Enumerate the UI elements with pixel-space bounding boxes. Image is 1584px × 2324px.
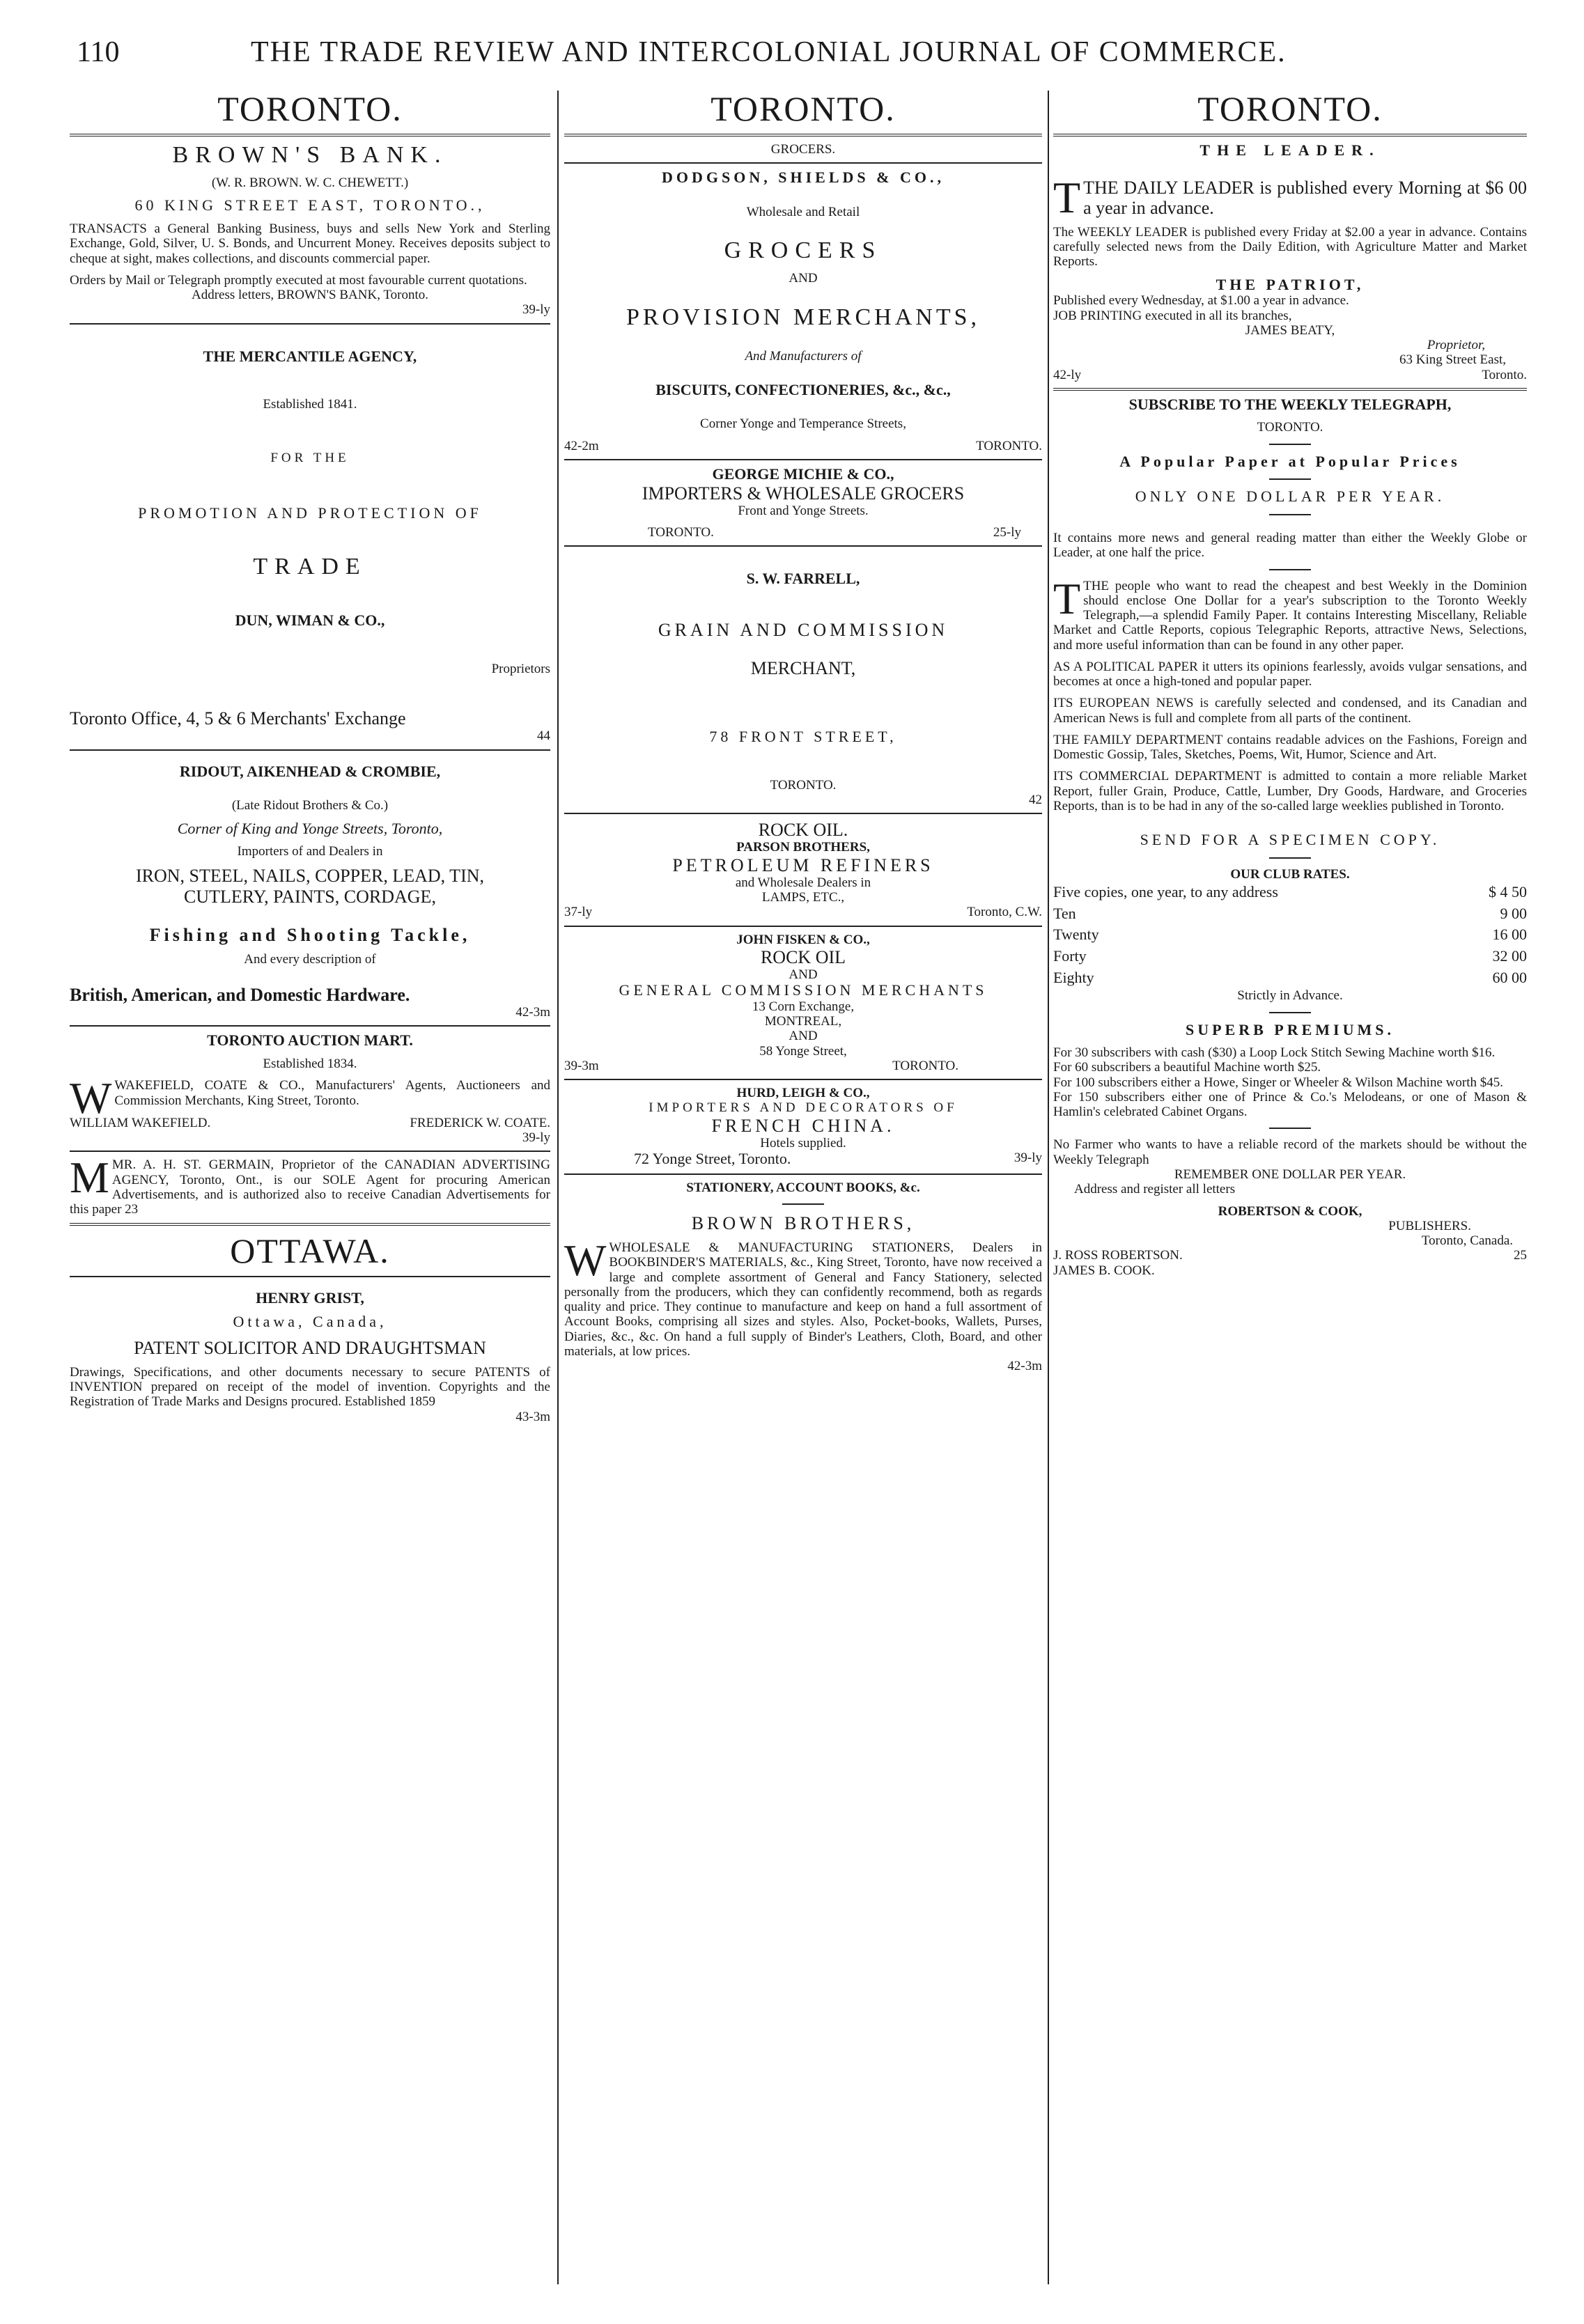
ad-farmer: No Farmer who wants to have a reliable record of the markets should be without the Weekly Telegraph bbox=[1053, 1137, 1527, 1167]
ad-partners: (W. R. BROWN. W. C. CHEWETT.) bbox=[211, 176, 409, 191]
ad-and-2: AND bbox=[789, 1029, 818, 1044]
ad-para-4: ITS EUROPEAN NEWS is carefully selected and condensed, and its Canadian and American News is full and complete from all parts of the continent. bbox=[1053, 696, 1527, 726]
ad-patriot: Published every Wednesday, at $1.00 a year in advance. bbox=[1053, 293, 1349, 309]
column-divider bbox=[1048, 91, 1049, 2284]
ad-city: Toronto. bbox=[1482, 367, 1527, 382]
ad-strictly: Strictly in Advance. bbox=[1237, 988, 1343, 1004]
city-heading: TORONTO. bbox=[217, 89, 403, 128]
ad-browns-bank bbox=[70, 142, 550, 318]
ad-name-2: JAMES B. COOK. bbox=[1053, 1263, 1155, 1278]
ad-title: TORONTO AUCTION MART. bbox=[207, 1031, 413, 1050]
rule bbox=[782, 1203, 824, 1205]
ad-offices: Toronto Office, 4, 5 & 6 Merchants' Exchange bbox=[70, 708, 406, 729]
running-head-title: THE TRADE REVIEW AND INTERCOLONIAL JOURNAL OF COMMERCE. bbox=[251, 36, 1287, 68]
ad-title: THE LEADER. bbox=[1199, 141, 1381, 159]
ad-st-germain bbox=[70, 1153, 550, 1217]
ad-and: AND bbox=[789, 967, 818, 982]
ad-body: MMR. A. H. ST. GERMAIN, Proprietor of the CANADIAN ADVERTISING AGENCY, Toronto, Ont., is our SOLE Agent for procuring American Advertisements, and is authorized also to receive Canadian Advertisements for this paper 23 bbox=[70, 1153, 550, 1217]
rule bbox=[1269, 514, 1311, 515]
ad-hurd-leigh bbox=[564, 1086, 1042, 1168]
rule bbox=[70, 749, 550, 751]
column-1 bbox=[70, 84, 550, 2298]
rule bbox=[1269, 444, 1311, 445]
ad-addr-1: 13 Corn Exchange, bbox=[752, 999, 855, 1014]
ad-fisken bbox=[564, 933, 1042, 1074]
ad-orders: Orders by Mail or Telegraph promptly executed at most favourable current quotations. bbox=[70, 272, 527, 288]
ad-city: Toronto, C.W. bbox=[967, 905, 1042, 920]
ad-goods: BISCUITS, CONFECTIONERIES, &c., &c., bbox=[655, 380, 951, 398]
ad-leader bbox=[1053, 142, 1527, 382]
ad-firm: PARSON BROTHERS, bbox=[736, 840, 870, 855]
drop-cap: M bbox=[70, 1153, 109, 1203]
ad-ref: 42-ly bbox=[1053, 367, 1082, 382]
ad-farrell bbox=[564, 552, 1042, 807]
ad-footer bbox=[564, 439, 1042, 453]
ad-ref: 37-ly bbox=[564, 905, 593, 920]
ad-city: TORONTO. bbox=[770, 777, 837, 793]
ad-weekly: The WEEKLY LEADER is published every Friday at $2.00 a year in advance. Contains carefully selected news from the Daily Edition, with Agriculture Matter and Market Reports. bbox=[1053, 224, 1527, 270]
ad-parson-brothers bbox=[564, 820, 1042, 919]
rule bbox=[564, 459, 1042, 460]
rate-value: 16 00 bbox=[1492, 926, 1527, 944]
ad-city-2: Toronto, Canada. bbox=[1421, 1233, 1513, 1249]
ad-line-2: and Wholesale Dealers in bbox=[735, 875, 871, 890]
ad-sub: Wholesale and Retail bbox=[746, 204, 860, 219]
ad-partners bbox=[70, 1116, 550, 1130]
ad-title: THE MERCANTILE AGENCY, bbox=[203, 347, 417, 365]
ad-manufacturers: And Manufacturers of bbox=[745, 348, 862, 364]
rate-label: Five copies, one year, to any address bbox=[1053, 883, 1278, 901]
ad-and: AND bbox=[789, 271, 818, 286]
ad-city: TORONTO. bbox=[1257, 420, 1323, 435]
rate-label: Forty bbox=[1053, 947, 1087, 965]
ad-title: GEORGE MICHIE & CO., bbox=[712, 465, 894, 483]
ad-henry-grist bbox=[70, 1231, 550, 1424]
ad-line: GENERAL COMMISSION MERCHANTS bbox=[619, 981, 988, 999]
drop-cap: W bbox=[70, 1073, 112, 1123]
ad-title: HURD, LEIGH & CO., bbox=[736, 1086, 870, 1101]
drop-cap: T bbox=[1053, 172, 1081, 222]
ad-para-5: THE FAMILY DEPARTMENT contains readable advices on the Fashions, Foreign and Domestic Gossip, Tales, Sketches, Poems, Wit, Humor, Science and Art. bbox=[1053, 732, 1527, 763]
rate-row bbox=[1053, 924, 1527, 946]
ad-title: SUBSCRIBE TO THE WEEKLY TELEGRAPH, bbox=[1128, 395, 1452, 413]
ad-streets: Front and Yonge Streets. bbox=[738, 503, 869, 518]
rate-value: 9 00 bbox=[1500, 904, 1527, 922]
ad-ref: 44 bbox=[537, 728, 550, 744]
rate-label: Twenty bbox=[1053, 926, 1099, 944]
ad-title: ROCK OIL. bbox=[758, 820, 848, 841]
ad-ref: 25 bbox=[1514, 1248, 1527, 1263]
ad-footer bbox=[1053, 368, 1527, 382]
premium-item: For 60 subscribers a beautiful Machine worth $25. bbox=[1053, 1060, 1321, 1075]
ad-mercantile-agency bbox=[70, 330, 550, 744]
rule bbox=[1269, 857, 1311, 859]
ad-footer bbox=[1053, 1248, 1527, 1278]
rate-row bbox=[1053, 882, 1527, 903]
rate-label: Ten bbox=[1053, 904, 1076, 922]
ad-body: Drawings, Specifications, and other documents necessary to secure PATENTS of INVENTION prepared on receipt of the model of invention. Copyrights and the Registration of Trade Marks and Designs procured. Established 1859 bbox=[70, 1364, 550, 1410]
premium-item: For 150 subscribers either one of Prince & Co.'s Melodeans, or one of Mason & Hamlin's celebrated Cabinet Organs. bbox=[1053, 1089, 1527, 1120]
ad-body: TRANSACTS a General Banking Business, buys and sells New York and Sterling Exchange, Gold, Silver, U. S. Bonds, and Uncurrent Money. Receives deposits subject to cheque at sight, makes collections, and discounts commercial paper. bbox=[70, 221, 550, 266]
ad-para-6: ITS COMMERCIAL DEPARTMENT is admitted to contain a more reliable Market Report, fuller Grain, Produce, Cattle, Lumber, Dry Goods, Hardware, and Groceries Reports, than is to be had in any of the so-called large weeklies published in Toronto. bbox=[1053, 769, 1527, 813]
drop-cap: W bbox=[564, 1235, 607, 1286]
ad-line-1: PETROLEUM REFINERS bbox=[672, 855, 934, 875]
ad-goods-1: IRON, STEEL, NAILS, COPPER, LEAD, TIN, bbox=[135, 866, 485, 887]
rule bbox=[70, 323, 550, 325]
ad-promotion: PROMOTION AND PROTECTION OF bbox=[138, 504, 482, 522]
ad-addr-2: MONTREAL, bbox=[764, 1014, 842, 1029]
ad-partner-1: WILLIAM WAKEFIELD. bbox=[70, 1115, 211, 1130]
ad-line-3: LAMPS, ETC., bbox=[761, 890, 845, 905]
rate-row bbox=[1053, 967, 1527, 989]
rule bbox=[564, 1173, 1042, 1175]
ad-names bbox=[1053, 1248, 1183, 1278]
page-header bbox=[77, 36, 1512, 78]
ad-dollar: ONLY ONE DOLLAR PER YEAR. bbox=[1135, 488, 1445, 506]
column-2 bbox=[564, 84, 1042, 2298]
city-heading: TORONTO. bbox=[711, 89, 896, 128]
ad-ref: 42-3m bbox=[515, 1005, 550, 1020]
ad-address: 60 KING STREET EAST, TORONTO., bbox=[134, 196, 486, 215]
ad-proprietor: Proprietor, bbox=[1427, 338, 1485, 353]
rule bbox=[70, 1276, 550, 1277]
ad-dodgson bbox=[564, 169, 1042, 453]
rule bbox=[564, 545, 1042, 547]
ad-title: DODGSON, SHIELDS & CO., bbox=[662, 169, 945, 187]
ad-city: TORONTO. bbox=[648, 525, 714, 540]
ad-subtitle: IMPORTERS & WHOLESALE GROCERS bbox=[642, 483, 965, 504]
ad-corner: Corner of King and Yonge Streets, Toronto, bbox=[177, 819, 443, 837]
ad-michie bbox=[564, 466, 1042, 540]
ad-fishing: Fishing and Shooting Tackle, bbox=[149, 924, 471, 945]
ad-ref: 39-ly bbox=[1014, 1151, 1042, 1166]
premiums-list bbox=[1053, 1045, 1527, 1119]
double-rule bbox=[1053, 388, 1527, 391]
ad-line: IMPORTERS AND DECORATORS OF bbox=[649, 1100, 958, 1116]
ad-name: JAMES BEATY, bbox=[1245, 322, 1335, 338]
ad-corner: Corner Yonge and Temperance Streets, bbox=[700, 416, 906, 432]
city-heading: OTTAWA. bbox=[230, 1231, 390, 1270]
ad-publishers: PUBLISHERS. bbox=[1388, 1218, 1471, 1233]
city-heading: TORONTO. bbox=[1197, 89, 1383, 128]
ad-partner-2: FREDERICK W. COATE. bbox=[410, 1115, 550, 1130]
ad-premiums-title: SUPERB PREMIUMS. bbox=[1185, 1020, 1395, 1038]
ad-footer bbox=[564, 525, 1042, 540]
ad-address: 78 FRONT STREET, bbox=[709, 728, 897, 746]
ad-established: Established 1834. bbox=[263, 1056, 357, 1072]
ad-title: BROWN'S BANK. bbox=[172, 142, 448, 168]
ad-subtitle: PATENT SOLICITOR AND DRAUGHTSMAN bbox=[134, 1337, 486, 1358]
rule bbox=[564, 926, 1042, 927]
ad-address-letters: Address and register all letters bbox=[1074, 1182, 1236, 1197]
rule bbox=[564, 162, 1042, 164]
ad-body: WWAKEFIELD, COATE & CO., Manufacturers' Agents, Auctioneers and Commission Merchants, King Street, Toronto. bbox=[70, 1073, 550, 1123]
ad-address: 63 King Street East, bbox=[1399, 352, 1506, 368]
ad-proprietors: Proprietors bbox=[491, 662, 550, 677]
club-rates-table bbox=[1053, 882, 1527, 988]
ad-name-1: J. ROSS ROBERTSON. bbox=[1053, 1248, 1183, 1263]
ad-ref: 43-3m bbox=[515, 1409, 550, 1424]
ad-daily: TTHE DAILY LEADER is published every Morning at $6 00 a year in advance. bbox=[1053, 172, 1527, 222]
ad-grocers: GROCERS bbox=[724, 237, 883, 264]
ad-city: TORONTO. bbox=[892, 1058, 958, 1073]
rule bbox=[1269, 478, 1311, 480]
rate-value: 60 00 bbox=[1492, 968, 1527, 986]
ad-established: Established 1841. bbox=[263, 397, 357, 412]
ad-auction-mart bbox=[70, 1032, 550, 1145]
ad-every: And every description of bbox=[244, 951, 376, 967]
ad-ref: 23 bbox=[125, 1202, 139, 1217]
ad-para-2: TTHE people who want to read the cheapest and best Weekly in the Dominion should enclose One Dollar for a year's subscription to the Toronto Weekly Telegraph,—a splendid Family Paper. It contains Interesting Miscellany, Reliable Market and Cattle Reports, copious Telegraphic Reports, attractive News, Selections, and more useful information than can be found in any other paper. bbox=[1053, 573, 1527, 653]
ad-place: Ottawa, Canada, bbox=[233, 1313, 387, 1331]
ad-patriot-title: THE PATRIOT, bbox=[1216, 275, 1365, 293]
drop-cap: T bbox=[1053, 573, 1081, 623]
ad-importers: Importers of and Dealers in bbox=[237, 844, 383, 859]
column-3 bbox=[1053, 84, 1527, 2298]
ad-specimen: SEND FOR A SPECIMEN COPY. bbox=[1140, 831, 1441, 849]
double-rule bbox=[70, 1223, 550, 1226]
ad-title: JOHN FISKEN & CO., bbox=[736, 932, 870, 947]
rule bbox=[70, 1151, 550, 1152]
ad-popular: A Popular Paper at Popular Prices bbox=[1119, 452, 1461, 470]
ad-firm: DUN, WIMAN & CO., bbox=[235, 611, 385, 630]
ad-title: S. W. FARRELL, bbox=[746, 570, 860, 588]
rate-value: 32 00 bbox=[1492, 947, 1527, 965]
rate-row bbox=[1053, 946, 1527, 967]
ad-provision: PROVISION MERCHANTS, bbox=[626, 304, 981, 330]
ad-city: TORONTO. bbox=[976, 438, 1042, 453]
ad-footer bbox=[564, 905, 1042, 919]
section-heading: STATIONERY, ACCOUNT BOOKS, &c. bbox=[686, 1180, 920, 1195]
rule bbox=[564, 813, 1042, 814]
premium-item: For 30 subscribers with cash ($30) a Loop Lock Stitch Sewing Machine worth $16. bbox=[1053, 1045, 1496, 1061]
ad-addr-3: 58 Yonge Street, bbox=[759, 1043, 847, 1059]
ad-para-1: It contains more news and general reading matter than either the Weekly Globe or Leader, at one half the price. bbox=[1053, 531, 1527, 561]
rule bbox=[1269, 1012, 1311, 1013]
double-rule bbox=[70, 134, 550, 137]
ad-remember: REMEMBER ONE DOLLAR PER YEAR. bbox=[1174, 1167, 1406, 1183]
page-number: 110 bbox=[77, 36, 120, 68]
ad-address-line: Address letters, BROWN'S BANK, Toronto. bbox=[191, 288, 429, 303]
section-heading: GROCERS. bbox=[770, 142, 836, 157]
rule bbox=[1269, 1128, 1311, 1129]
ad-ref: 42-2m bbox=[564, 438, 599, 453]
rate-value: $ 4 50 bbox=[1489, 883, 1527, 901]
ad-job: JOB PRINTING executed in all its branches, bbox=[1053, 308, 1292, 323]
ad-title: RIDOUT, AIKENHEAD & CROMBIE, bbox=[179, 762, 441, 780]
rate-label: Eighty bbox=[1053, 968, 1094, 986]
ad-goods-2: CUTLERY, PAINTS, CORDAGE, bbox=[184, 886, 436, 907]
column-divider bbox=[557, 91, 559, 2284]
ad-title: BROWN BROTHERS, bbox=[691, 1212, 915, 1233]
ad-for-the: FOR THE bbox=[270, 451, 350, 466]
ad-subtitle: FRENCH CHINA. bbox=[711, 1115, 895, 1136]
double-rule bbox=[1053, 134, 1527, 137]
ad-subtitle: ROCK OIL bbox=[760, 946, 846, 967]
ad-ref: 39-ly bbox=[522, 302, 550, 318]
ad-brown-brothers bbox=[564, 1180, 1042, 1374]
ad-trade: TRADE bbox=[253, 554, 367, 580]
rule bbox=[1269, 569, 1311, 570]
ad-body: WWHOLESALE & MANUFACTURING STATIONERS, Dealers in BOOKBINDER'S MATERIALS, &c., King Street, Toronto, have now received a large and complete assortment of General and Fancy Stationery, selected personally from the producers, which they can confidently recommend, both as regards quality and price. They continue to manufacture and keep on hand a full assortment of Account Books, comprising all sizes and styles. Also, Pocket-books, Wallets, Purses, Diaries, &c., &c. On hand a full supply of Binder's Leathers, Cloth, Board, and other materials, at low prices. bbox=[564, 1235, 1042, 1359]
ad-weekly-telegraph bbox=[1053, 396, 1527, 1278]
ad-publisher: ROBERTSON & COOK, bbox=[1218, 1203, 1362, 1219]
ad-footer bbox=[564, 1151, 1042, 1168]
ad-ref: 39-ly bbox=[522, 1130, 550, 1146]
premium-item: For 100 subscribers either a Howe, Singer or Wheeler & Wilson Machine worth $45. bbox=[1053, 1075, 1503, 1090]
ad-footer bbox=[564, 1059, 1042, 1073]
ad-club-title: OUR CLUB RATES. bbox=[1230, 866, 1350, 882]
ad-hotels: Hotels supplied. bbox=[760, 1135, 846, 1151]
ad-line-2: MERCHANT, bbox=[750, 658, 856, 678]
ad-ref: 42-3m bbox=[1007, 1359, 1042, 1374]
ad-ref: 42 bbox=[1029, 793, 1042, 807]
ad-line-1: GRAIN AND COMMISSION bbox=[658, 619, 949, 640]
ad-title: HENRY GRIST, bbox=[256, 1288, 364, 1307]
ad-late: (Late Ridout Brothers & Co.) bbox=[231, 798, 389, 813]
rate-row bbox=[1053, 903, 1527, 925]
ad-para-3: AS A POLITICAL PAPER it utters its opinions fearlessly, avoids vulgar sensations, and becomes at once a high-toned and popular paper. bbox=[1053, 659, 1527, 689]
rule bbox=[564, 1079, 1042, 1080]
double-rule bbox=[564, 134, 1042, 137]
ad-ref: 25-ly bbox=[993, 525, 1021, 540]
ad-address: 72 Yonge Street, Toronto. bbox=[634, 1150, 791, 1168]
ad-hardware: British, American, and Domestic Hardware. bbox=[70, 985, 410, 1006]
ad-ridout bbox=[70, 756, 550, 1020]
rule bbox=[70, 1025, 550, 1027]
ad-ref: 39-3m bbox=[564, 1058, 599, 1073]
